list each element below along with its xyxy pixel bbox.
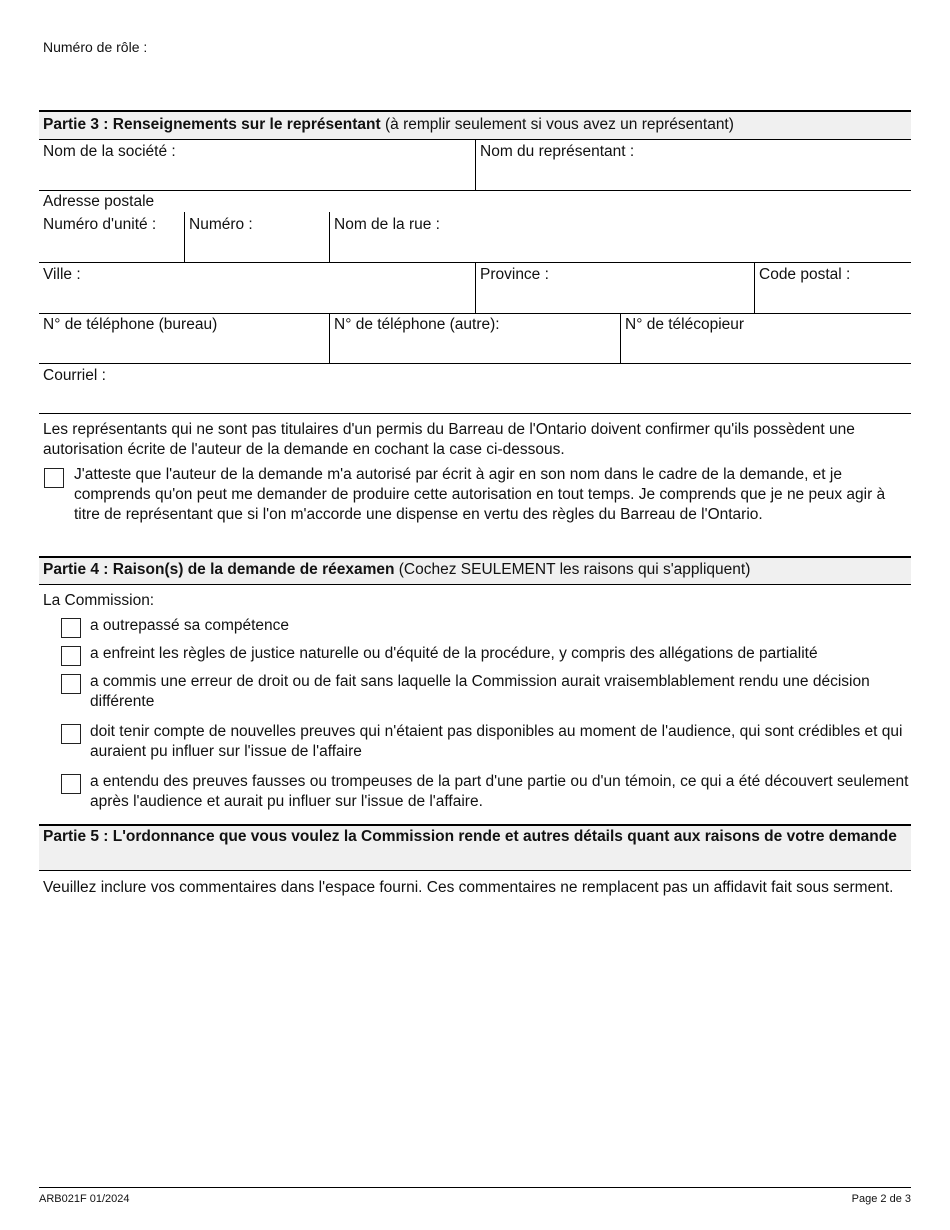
- part3-title-bold: Partie 3 : Renseignements sur le représentant: [43, 116, 381, 133]
- phone-office-input[interactable]: [43, 337, 325, 361]
- company-label: Nom de la société :: [43, 143, 176, 160]
- province-input[interactable]: [480, 287, 750, 311]
- rep-name-label: Nom du représentant :: [480, 143, 635, 160]
- reason-checkbox-2[interactable]: [61, 646, 81, 666]
- city-label: Ville :: [43, 266, 81, 283]
- phone-office-label: N° de téléphone (bureau): [43, 316, 218, 333]
- part3-title-note: (à remplir seulement si vous avez un représentant): [380, 116, 734, 133]
- part4-title-bold: Partie 4 : Raison(s) de la demande de réexamen: [43, 561, 395, 578]
- divider: [184, 212, 185, 262]
- reason-checkbox-5[interactable]: [61, 774, 81, 794]
- postal-code-input[interactable]: [759, 287, 909, 311]
- reason-checkbox-1[interactable]: [61, 618, 81, 638]
- page-number: Page 2 de 3: [851, 1193, 911, 1205]
- unit-label: Numéro d'unité :: [43, 216, 157, 233]
- postal-code-label: Code postal :: [759, 266, 851, 283]
- license-notice: Les représentants qui ne sont pas titulaires d'un permis du Barreau de l'Ontario doivent confirmer qu'ils possèdent une autorisation écrite de l'auteur de la demande en cochant la case ci-dessous.: [43, 421, 855, 458]
- mailing-address-label: Adresse postale: [43, 193, 155, 210]
- reason-text-2: a enfreint les règles de justice naturelle ou d'équité de la procédure, y compris des allégations de partialité: [90, 645, 818, 662]
- attest-text: J'atteste que l'auteur de la demande m'a autorisé par écrit à agir en son nom dans le cadre de la demande, et je comprends qu'on peut me demander de produire cette autorisation en tout temps. Je comprends que je ne peux agir à titre de représentant que si l'on m'accorde une dispense en vertu des règles du Barreau de l'Ontario.: [74, 466, 886, 523]
- email-input[interactable]: [43, 387, 909, 411]
- role-number-label: Numéro de rôle :: [43, 39, 148, 55]
- rule: [39, 413, 911, 414]
- part5-top-rule: [39, 824, 911, 826]
- province-label: Province :: [480, 266, 549, 283]
- street-input[interactable]: [334, 236, 908, 260]
- reason-text-1: a outrepassé sa compétence: [90, 617, 290, 634]
- rule: [39, 190, 911, 191]
- attest-checkbox[interactable]: [44, 468, 64, 488]
- company-input[interactable]: [43, 163, 471, 187]
- phone-other-input[interactable]: [334, 337, 616, 361]
- divider: [329, 212, 330, 262]
- rule: [39, 363, 911, 364]
- divider: [620, 313, 621, 363]
- divider: [329, 313, 330, 363]
- reason-checkbox-3[interactable]: [61, 674, 81, 694]
- city-input[interactable]: [43, 287, 471, 311]
- rule: [39, 313, 911, 314]
- reason-text-4: doit tenir compte de nouvelles preuves qui n'étaient pas disponibles au moment de l'audience, qui sont crédibles et qui auraient pu influer sur l'issue de l'affaire: [90, 723, 903, 760]
- rule: [39, 870, 911, 871]
- part5-title: Partie 5 : L'ordonnance que vous voulez la Commission rende et autres détails quant aux raisons de votre demande: [43, 828, 897, 845]
- unit-input[interactable]: [43, 236, 181, 260]
- part4-title-note: (Cochez SEULEMENT les raisons qui s'appliquent): [394, 561, 751, 578]
- fax-label: N° de télécopieur: [625, 316, 745, 333]
- rep-name-input[interactable]: [480, 163, 908, 187]
- street-label: Nom de la rue :: [334, 216, 440, 233]
- part3-top-rule: [39, 110, 911, 112]
- part4-title: [43, 560, 750, 580]
- divider: [475, 262, 476, 313]
- number-label: Numéro :: [189, 216, 253, 233]
- part4-top-rule: [39, 556, 911, 558]
- reason-text-5: a entendu des preuves fausses ou trompeuses de la part d'une partie ou d'un témoin, ce qui a été découvert seulement après l'audience et aurait pu influer sur l'issue de l'affaire.: [90, 773, 909, 810]
- footer-rule: [39, 1187, 911, 1188]
- divider: [475, 139, 476, 190]
- divider: [754, 262, 755, 313]
- email-label: Courriel :: [43, 367, 106, 384]
- part5-instructions: Veuillez inclure vos commentaires dans l'espace fourni. Ces commentaires ne remplacent pas un affidavit fait sous serment.: [43, 879, 894, 896]
- commission-intro: La Commission:: [43, 592, 155, 609]
- part3-title: [43, 115, 734, 135]
- form-code: ARB021F 01/2024: [39, 1193, 130, 1205]
- phone-other-label: N° de téléphone (autre):: [334, 316, 500, 333]
- comments-textarea[interactable]: [43, 925, 909, 1175]
- fax-input[interactable]: [625, 337, 909, 361]
- reason-checkbox-4[interactable]: [61, 724, 81, 744]
- reason-text-3: a commis une erreur de droit ou de fait sans laquelle la Commission aurait vraisemblablement rendu une décision différente: [90, 673, 870, 710]
- number-input[interactable]: [189, 236, 325, 260]
- rule: [39, 584, 911, 585]
- role-number-input[interactable]: [165, 34, 465, 58]
